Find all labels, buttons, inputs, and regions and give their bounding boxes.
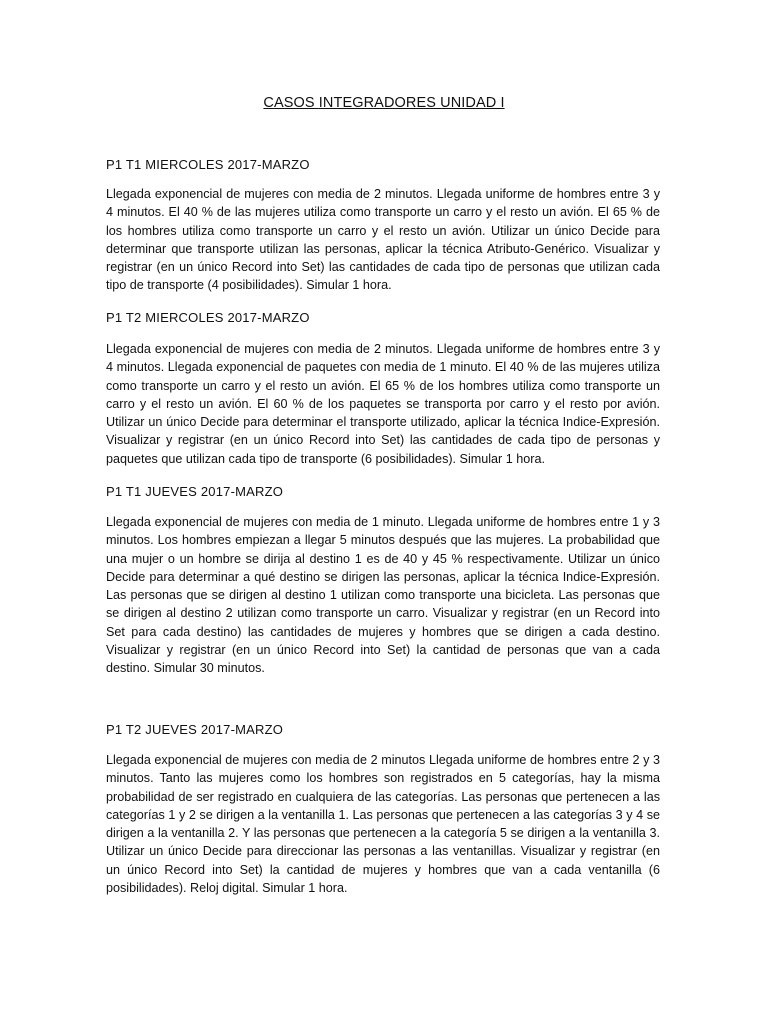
title-part-casos: CASOS (263, 95, 319, 111)
case-heading-4: P1 T2 JUEVES 2017-MARZO (106, 722, 284, 737)
case-text-4: Llegada exponencial de mujeres con media de 2 minutos Llegada uniforme de hombres entre 2 y 3 minutos. Tanto las mujeres como los hombres son registrados en 5 categorías, hay la misma probabilidad de ser registrado en cualquiera de las categorías. Las personas que pertenecen a las categorías 1 y 2 se dirigen a la ventanilla 1. Las personas que pertenecen a las categorías 3 y 4 se dirigen a la ventanilla 2. Y las personas que pertenecen a la categoría 5 se dirigen a la ventanilla 3. Utilizar un único Decide para direccionar las personas a las ventanillas. Visualizar y registrar (en un único Record into Set) la cantidad de mujeres y hombres que van a cada ventanilla (6 posibilidades). Reloj digital. Simular 1 hora. (106, 753, 660, 896)
title-part-integradores: INTEGRADORES UNIDAD I (318, 95, 505, 111)
case-text-1: Llegada exponencial de mujeres con media de 2 minutos. Llegada uniforme de hombres entre 3 y 4 minutos. El 40 % de las mujeres utiliza como transporte un carro y el resto un avión. El 65 % de los hombres utiliza como transporte un carro y el resto un avión. Utilizar un único Decide para determinar que transporte utilizan las personas, aplicar la técnica Atributo-Genérico. Visualizar y registrar (en un único Record into Set) las cantidades de cada tipo de personas que utilizan cada tipo de transporte (4 posibilidades). Simular 1 hora. (106, 187, 660, 293)
case-heading-3: P1 T1 JUEVES 2017-MARZO (106, 484, 284, 499)
case-heading-1: P1 T1 MIERCOLES 2017-MARZO (106, 157, 310, 172)
document-title (0, 94, 768, 112)
case-heading-2: P1 T2 MIERCOLES 2017-MARZO (106, 310, 310, 325)
case-text-3: Llegada exponencial de mujeres con media de 1 minuto. Llegada uniforme de hombres entre 1 y 3 minutos. Los hombres empiezan a llegar 5 minutos después que las mujeres. La probabilidad que una mujer o un hombre se dirija al destino 1 es de 40 y 45 % respectivamente. Utilizar un único Decide para determinar a qué destino se dirigen las personas, aplicar la técnica Indice-Expresión. Las personas que se dirigen al destino 1 utilizan como transporte una bicicleta. Las personas que se dirigen al destino 2 utilizan como transporte un carro. Visualizar y registrar (en un Record into Set para cada destino) las cantidades de mujeres y hombres que se dirigen a cada destino. Visualizar y registrar (en un único Record into Set) la cantidad de personas que van a cada destino. Simular 30 minutos. (106, 515, 660, 676)
case-text-2: Llegada exponencial de mujeres con media de 2 minutos. Llegada uniforme de hombres entre 3 y 4 minutos. Llegada exponencial de paquetes con media de 1 minuto. El 40 % de las mujeres utiliza como transporte un carro y el resto un avión. El 65 % de los hombres utiliza como transporte un carro y el resto un avión. El 60 % de los paquetes se transporta por carro y el resto por avión. Utilizar un único Decide para determinar el transporte utilizado, aplicar la técnica Indice-Expresión. Visualizar y registrar (en un único Record into Set) las cantidades de cada tipo de personas y paquetes que utilizan cada tipo de transporte (6 posibilidades). Simular 1 hora. (106, 342, 660, 466)
